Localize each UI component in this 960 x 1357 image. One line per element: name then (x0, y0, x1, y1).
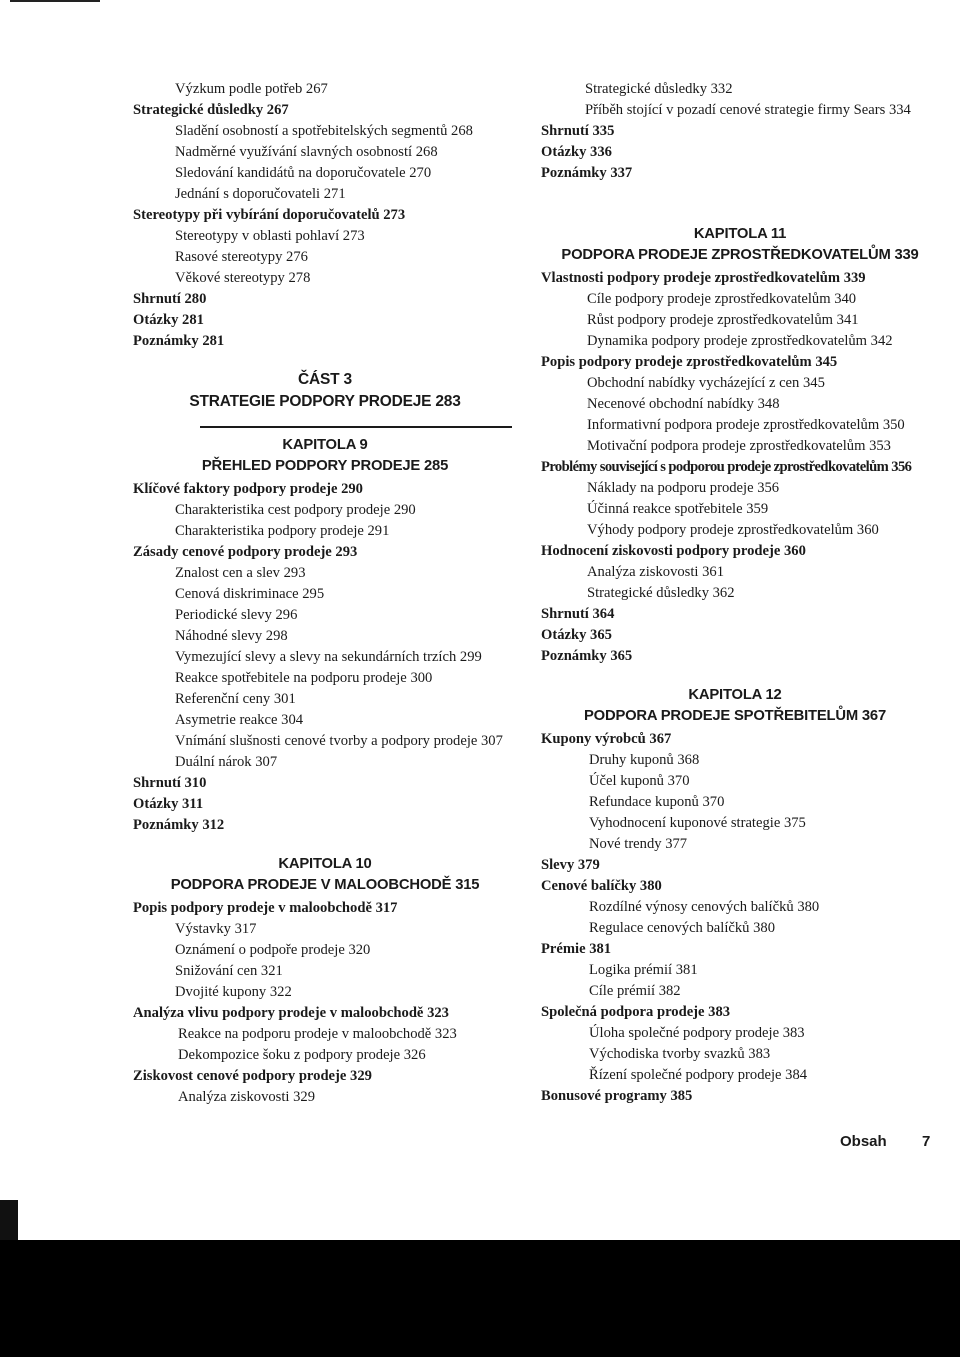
toc-subsection-dynamika-podpory-prodeje-zprostredkovate: Dynamika podpory prodeje zprostředkovatelům 342 (587, 333, 893, 349)
toc-section-klicove-faktory-podpory-prodeje-290: Klíčové faktory podpory prodeje 290 (133, 481, 363, 497)
toc-subsection-pribeh-stojici-v-pozadi-cenove-strategie: Příběh stojící v pozadí cenové strategie firmy Sears 334 (585, 102, 911, 118)
chapter-heading: KAPITOLA 9 (282, 437, 368, 453)
toc-section-ziskovost-cenove-podpory-prodeje-329: Ziskovost cenové podpory prodeje 329 (133, 1068, 372, 1084)
toc-subsection-rust-podpory-prodeje-zprostredkovatelum-: Růst podpory prodeje zprostředkovatelům 341 (587, 312, 859, 328)
toc-subsection-snizovani-cen-321: Snižování cen 321 (175, 963, 283, 979)
toc-subsection-rozdilne-vynosy-cenovych-balicku-380: Rozdílné výnosy cenových balíčků 380 (589, 899, 820, 915)
toc-subsection-cenova-diskriminace-295: Cenová diskriminace 295 (175, 586, 325, 602)
toc-section-shrnuti-310: Shrnutí 310 (133, 775, 207, 791)
toc-section-shrnuti-280: Shrnutí 280 (133, 291, 207, 307)
toc-subsection-informativni-podpora-prodeje-zprostredko: Informativní podpora prodeje zprostředkovatelům 350 (587, 417, 905, 433)
toc-subsection-jednani-s-doporucovateli-271: Jednání s doporučovateli 271 (175, 186, 346, 202)
toc-subsection-vnimani-slusnosti-cenove-tvorby-a-podpor: Vnímání slušnosti cenové tvorby a podpory prodeje 307 (175, 733, 503, 749)
toc-subsection-ucinna-reakce-spotrebitele-359: Účinná reakce spotřebitele 359 (587, 501, 769, 517)
toc-section-spolecna-podpora-prodeje-383: Společná podpora prodeje 383 (541, 1004, 731, 1020)
toc-section-vlastnosti-podpory-prodeje-zprostredkova: Vlastnosti podpory prodeje zprostředkovatelům 339 (541, 270, 866, 286)
toc-subsection-cile-podpory-prodeje-zprostredkovatelum-: Cíle podpory prodeje zprostředkovatelům 340 (587, 291, 857, 307)
toc-subsection-nadmerne-vyuzivani-slavnych-osobnosti-26: Nadměrné využívání slavných osobností 268 (175, 144, 438, 160)
toc-section-zasady-cenove-podpory-prodeje-293: Zásady cenové podpory prodeje 293 (133, 544, 358, 560)
toc-subsection-asymetrie-reakce-304: Asymetrie reakce 304 (175, 712, 304, 728)
toc-section-problemy-souvisejici-s-podporou-prodeje-: Problémy související s podporou prodeje zprostředkovatelům 356 (541, 459, 912, 475)
toc-subsection-vyzkum-podle-potreb-267: Výzkum podle potřeb 267 (175, 81, 328, 97)
toc-section-poznamky-365: Poznámky 365 (541, 648, 633, 664)
chapter-heading: PODPORA PRODEJE ZPROSTŘEDKOVATELŮM 339 (561, 247, 919, 263)
chapter-heading: PODPORA PRODEJE V MALOOBCHODĚ 315 (170, 877, 480, 893)
toc-section-bonusove-programy-385: Bonusové programy 385 (541, 1088, 693, 1104)
toc-section-stereotypy-pri-vybirani-doporucovatelu-2: Stereotypy při vybírání doporučovatelů 273 (133, 207, 406, 223)
toc-section-slevy-379: Slevy 379 (541, 857, 600, 873)
toc-subsection-nahodne-slevy-298: Náhodné slevy 298 (175, 628, 288, 644)
toc-subsection-rizeni-spolecne-podpory-prodeje-384: Řízení společné podpory prodeje 384 (589, 1067, 808, 1083)
footer-section-label: Obsah (840, 1133, 887, 1150)
toc-subsection-regulace-cenovych-balicku-380: Regulace cenových balíčků 380 (589, 920, 775, 936)
chapter-heading: PŘEHLED PODPORY PRODEJE 285 (201, 458, 449, 474)
footer-page-number: 7 (922, 1133, 931, 1150)
toc-section-popis-podpory-prodeje-zprostredkovatelum: Popis podpory prodeje zprostředkovatelům 345 (541, 354, 838, 370)
toc-subsection-refundace-kuponu-370: Refundace kuponů 370 (589, 794, 725, 810)
toc-subsection-nove-trendy-377: Nové trendy 377 (589, 836, 688, 852)
toc-subsection-rasove-stereotypy-276: Rasové stereotypy 276 (175, 249, 308, 265)
toc-subsection-analyza-ziskovosti-329: Analýza ziskovosti 329 (178, 1089, 315, 1105)
toc-subsection-naklady-na-podporu-prodeje-356: Náklady na podporu prodeje 356 (587, 480, 780, 496)
toc-section-hodnoceni-ziskovosti-podpory-prodeje-360: Hodnocení ziskovosti podpory prodeje 360 (541, 543, 806, 559)
toc-section-analyza-vlivu-podpory-prodeje-v-maloobch: Analýza vlivu podpory prodeje v maloobchodě 323 (133, 1005, 449, 1021)
toc-subsection-vystavky-317: Výstavky 317 (175, 921, 257, 937)
chapter-heading: KAPITOLA 12 (688, 687, 782, 703)
toc-subsection-periodicke-slevy-296: Periodické slevy 296 (175, 607, 298, 623)
toc-section-premie-381: Prémie 381 (541, 941, 612, 957)
toc-subsection-vymezujici-slevy-a-slevy-na-sekundarnich: Vymezující slevy a slevy na sekundárních trzích 299 (175, 649, 482, 665)
toc-subsection-charakteristika-podpory-prodeje-291: Charakteristika podpory prodeje 291 (175, 523, 390, 539)
toc-subsection-dvojite-kupony-322: Dvojité kupony 322 (175, 984, 292, 1000)
toc-subsection-dekompozice-soku-z-podpory-prodeje-326: Dekompozice šoku z podpory prodeje 326 (178, 1047, 426, 1063)
toc-section-otazky-336: Otázky 336 (541, 144, 612, 160)
scan-top-edge-mark (10, 0, 100, 2)
toc-subsection-logika-premii-381: Logika prémií 381 (589, 962, 698, 978)
chapter-heading: ČÁST 3 (298, 371, 352, 388)
toc-section-cenove-balicky-380: Cenové balíčky 380 (541, 878, 662, 894)
toc-subsection-cile-premii-382: Cíle prémií 382 (589, 983, 681, 999)
toc-subsection-sledovani-kandidatu-na-doporucovatele-27: Sledování kandidátů na doporučovatele 270 (175, 165, 432, 181)
toc-subsection-uloha-spolecne-podpory-prodeje-383: Úloha společné podpory prodeje 383 (589, 1025, 805, 1041)
toc-subsection-druhy-kuponu-368: Druhy kuponů 368 (589, 752, 700, 768)
toc-subsection-reakce-na-podporu-prodeje-v-maloobchode-: Reakce na podporu prodeje v maloobchodě 323 (178, 1026, 457, 1042)
toc-subsection-stereotypy-v-oblasti-pohlavi-273: Stereotypy v oblasti pohlaví 273 (175, 228, 365, 244)
toc-subsection-obchodni-nabidky-vychazejici-z-cen-345: Obchodní nabídky vycházející z cen 345 (587, 375, 825, 391)
toc-section-poznamky-312: Poznámky 312 (133, 817, 225, 833)
toc-subsection-sladeni-osobnosti-a-spotrebitelskych-seg: Sladění osobností a spotřebitelských segmentů 268 (175, 123, 473, 139)
scan-corner-mark (0, 1200, 18, 1240)
section-divider (200, 426, 512, 428)
toc-subsection-vychodiska-tvorby-svazku-383: Východiska tvorby svazků 383 (589, 1046, 771, 1062)
toc-subsection-oznameni-o-podpore-prodeje-320: Oznámení o podpoře prodeje 320 (175, 942, 371, 958)
chapter-heading: KAPITOLA 10 (278, 856, 372, 872)
toc-subsection-strategicke-dusledky-362: Strategické důsledky 362 (587, 585, 735, 601)
toc-section-shrnuti-335: Shrnutí 335 (541, 123, 615, 139)
toc-section-otazky-311: Otázky 311 (133, 796, 204, 812)
scan-bottom-edge (0, 1240, 960, 1357)
toc-subsection-vekove-stereotypy-278: Věkové stereotypy 278 (175, 270, 311, 286)
chapter-heading: STRATEGIE PODPORY PRODEJE 283 (189, 393, 461, 410)
toc-subsection-ucel-kuponu-370: Účel kuponů 370 (589, 773, 690, 789)
toc-section-poznamky-281: Poznámky 281 (133, 333, 225, 349)
toc-subsection-znalost-cen-a-slev-293: Znalost cen a slev 293 (175, 565, 306, 581)
toc-subsection-charakteristika-cest-podpory-prodeje-290: Charakteristika cest podpory prodeje 290 (175, 502, 416, 518)
toc-subsection-dualni-narok-307: Duální nárok 307 (175, 754, 278, 770)
toc-section-otazky-365: Otázky 365 (541, 627, 612, 643)
toc-section-strategicke-dusledky-267: Strategické důsledky 267 (133, 102, 289, 118)
toc-section-popis-podpory-prodeje-v-maloobchode-317: Popis podpory prodeje v maloobchodě 317 (133, 900, 398, 916)
chapter-heading: PODPORA PRODEJE SPOTŘEBITELŮM 367 (583, 708, 886, 724)
toc-section-kupony-vyrobcu-367: Kupony výrobců 367 (541, 731, 672, 747)
toc-section-otazky-281: Otázky 281 (133, 312, 204, 328)
toc-subsection-motivacni-podpora-prodeje-zprostredkovat: Motivační podpora prodeje zprostředkovatelům 353 (587, 438, 891, 454)
toc-section-poznamky-337: Poznámky 337 (541, 165, 633, 181)
toc-section-shrnuti-364: Shrnutí 364 (541, 606, 615, 622)
toc-subsection-strategicke-dusledky-332: Strategické důsledky 332 (585, 81, 733, 97)
toc-subsection-vyhody-podpory-prodeje-zprostredkovatelu: Výhody podpory prodeje zprostředkovatelům 360 (587, 522, 879, 538)
chapter-heading: KAPITOLA 11 (693, 226, 787, 242)
toc-subsection-reakce-spotrebitele-na-podporu-prodeje-3: Reakce spotřebitele na podporu prodeje 300 (175, 670, 433, 686)
toc-subsection-analyza-ziskovosti-361: Analýza ziskovosti 361 (587, 564, 724, 580)
toc-subsection-necenove-obchodni-nabidky-348: Necenové obchodní nabídky 348 (587, 396, 780, 412)
toc-subsection-referencni-ceny-301: Referenční ceny 301 (175, 691, 296, 707)
toc-subsection-vyhodnoceni-kuponove-strategie-375: Vyhodnocení kuponové strategie 375 (589, 815, 806, 831)
